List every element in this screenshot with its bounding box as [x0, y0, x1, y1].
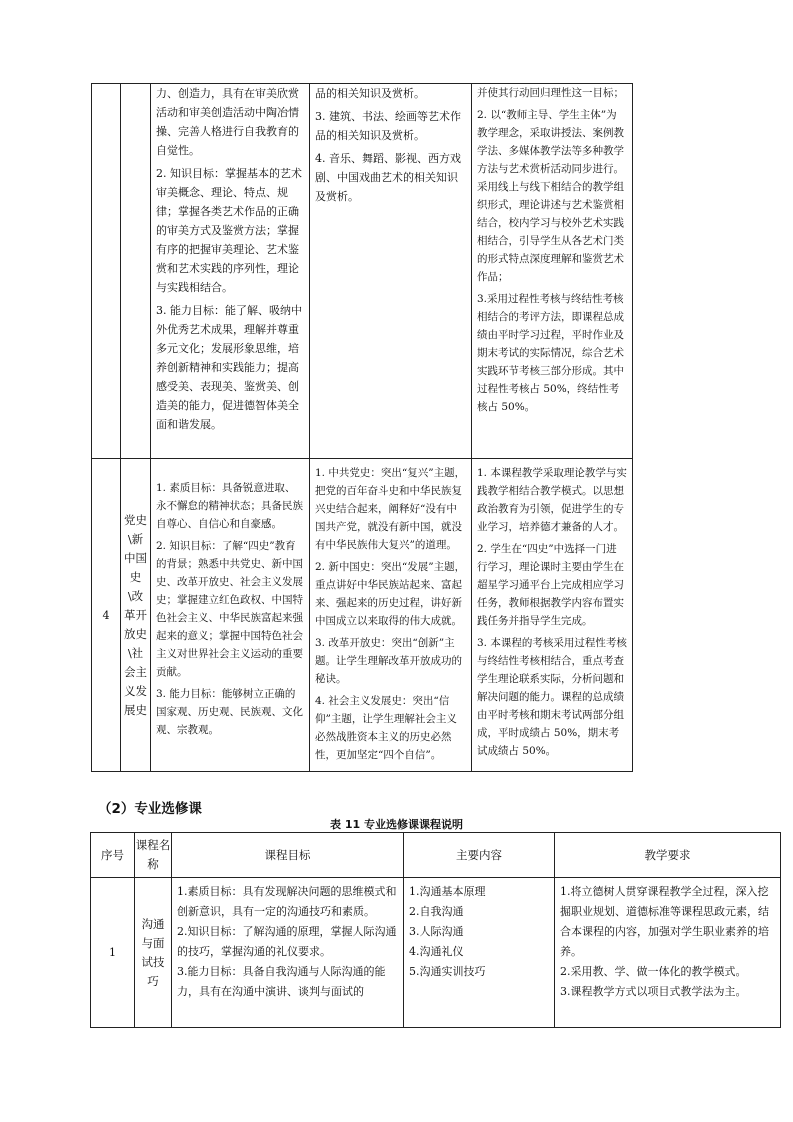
course-name — [121, 84, 151, 459]
content-item: 3.人际沟通 — [409, 925, 464, 938]
requirement-text: 1. 本课程教学采取理论教学与实践教学相结合教学模式。以思想政治教育为引领，促进学生的专业学习，培养德才兼备的人才。 — [477, 467, 627, 533]
header-requirements: 教学要求 — [555, 833, 781, 878]
requirements-cell — [555, 878, 781, 1028]
header-course-name: 课程名称 — [135, 833, 172, 878]
goal-text: 1.素质目标：具有发现解决问题的思维模式和创新意识，具有一定的沟通技巧和素质。 2.知识目标：了解沟通的原理，掌握人际沟通的技巧，掌握沟通的礼仪要求。 3.能力目标：具备自我沟通与人际沟通的能力，具有在沟通中演讲、谈判与面试的 — [177, 885, 397, 998]
content-cell — [310, 459, 472, 772]
row-index: 1 — [91, 878, 135, 1028]
requirement-text: 3.采用过程性考核与终结性考核相结合的考评方法，即课程总成绩由平时学习过程，平时作业及期末考试的实际情况，综合艺术实践环节考核三部分形成。其中过程性考核占 50%，终结性考核占 50%。 — [477, 293, 624, 413]
requirements-cell — [472, 459, 633, 772]
goals-cell — [151, 459, 310, 772]
content-text: 品的相关知识及赏析。 — [315, 87, 425, 100]
goal-text: 1. 素质目标：具备锐意进取、永不懈怠的精神状态；具备民族自尊心、自信心和自豪感。 — [156, 482, 303, 530]
table-header-row — [91, 833, 781, 878]
content-text: 3. 改革开放史：突出“创新”主题。让学生理解改革开放成功的秘诀。 — [315, 637, 462, 685]
requirement-text: 3. 本课程的考核采用过程性考核与终结性考核相结合，重点考查学生理论联系实际，分析问题和解决问题的能力。课程的总成绩由平时考核和期末考试两部分组成，平时成绩占 50%，期末考试成绩占 50%。 — [477, 637, 627, 757]
course-name: 党史\新中国史\改革开放史\社会主义发展史 — [121, 459, 151, 772]
goal-text: 2. 知识目标：了解“四史”教育的背景；熟悉中共党史、新中国史、改革开放史、社会主义发展史；掌握建立红色政权、中国特色社会主义、中华民族富起来强起来的意义；掌握中国特色社会主义对世界社会主义运动的重要贡献。 — [156, 540, 303, 678]
requirement-text: 2. 学生在“四史”中选择一门进行学习，理论课时主要由学生在超星学习通平台上完成相应学习任务，教师根据教学内容布置实践任务并指导学生完成。 — [477, 543, 624, 627]
course-table-continued — [91, 83, 633, 772]
row-index — [92, 84, 121, 459]
course-name: 沟通与面试技巧 — [135, 878, 172, 1028]
requirement-text: 1.将立德树人贯穿课程教学全过程，深入挖掘职业规划、道德标准等课程思政元素，结合本课程的内容，加强对学生职业素养的培养。 — [560, 885, 769, 958]
requirement-text: 2. 以“教师主导、学生主体”为教学理念，采取讲授法、案例教学法、多媒体教学法等多种教学方法与艺术赏析活动同步进行。采用线上与线下相结合的教学组织形式，理论讲述与艺术鉴赏相结合，校内学习与校外艺术实践相结合，引导学生从各艺术门类的形式特点深度理解和鉴赏艺术作品； — [477, 109, 624, 283]
goal-text: 力、创造力，具有在审美欣赏活动和审美创造活动中陶冶情操、完善人格进行自我教育的自觉性。 — [156, 87, 299, 157]
row-index: 4 — [92, 459, 121, 772]
content-text: 2. 新中国史：突出“发展”主题，重点讲好中华民族站起来、富起来、强起来的历史过程，讲好新中国成立以来取得的伟大成就。 — [315, 561, 466, 627]
table-caption: 表 11 专业选修课课程说明 — [330, 818, 463, 831]
elective-course-table — [90, 832, 781, 1028]
requirement-text: 并使其行动回归理性这一目标； — [477, 87, 624, 99]
table-row — [91, 878, 781, 1028]
requirement-text: 2.采用教、学、做一体化的教学模式。 — [560, 965, 747, 978]
content-item: 2.自我沟通 — [409, 905, 464, 918]
content-cell — [310, 84, 472, 459]
table-row — [92, 459, 633, 772]
goal-text: 2. 知识目标：掌握基本的艺术审美概念、理论、特点、规律；掌握各类艺术作品的正确的审美方式及鉴赏方法；掌握有序的把握审美理论、艺术鉴赏和艺术实践的序列性，理论与实践相结合。 — [156, 167, 302, 294]
content-text: 4. 社会主义发展史：突出“信仰”主题，让学生理解社会主义必然战胜资本主义的历史必然性，更加坚定“四个自信”。 — [315, 695, 457, 761]
content-cell — [404, 878, 555, 1028]
content-item: 1.沟通基本原理 — [409, 885, 486, 898]
header-index: 序号 — [91, 833, 135, 878]
goal-text: 3. 能力目标：能够树立正确的国家观、历史观、民族观、文化观、宗教观。 — [156, 688, 303, 736]
goal-text: 3. 能力目标：能了解、吸纳中外优秀艺术成果，理解并尊重多元文化；发展形象思维，培养创新精神和实践能力；提高感受美、表现美、鉴赏美、创造美的能力，促进德智体美全面和谐发展。 — [156, 304, 302, 431]
content-item: 5.沟通实训技巧 — [409, 965, 486, 978]
header-goals: 课程目标 — [172, 833, 404, 878]
content-item: 4.沟通礼仪 — [409, 945, 464, 958]
section-title: （2）专业选修课 — [98, 801, 202, 817]
table-row — [92, 84, 633, 459]
content-text: 4. 音乐、舞蹈、影视、西方戏剧、中国戏曲艺术的相关知识及赏析。 — [315, 152, 461, 203]
goals-cell — [172, 878, 404, 1028]
content-text: 3. 建筑、书法、绘画等艺术作品的相关知识及赏析。 — [315, 110, 461, 142]
requirement-text: 3.课程教学方式以项目式教学法为主。 — [560, 985, 747, 998]
content-text: 1. 中共党史：突出“复兴”主题，把党的百年奋斗史和中华民族复兴史结合起来，阐释好“没有中国共产党，就没有新中国，就没有中华民族伟大复兴”的道理。 — [315, 467, 466, 551]
header-content: 主要内容 — [404, 833, 555, 878]
goals-cell — [151, 84, 310, 459]
requirements-cell — [472, 84, 633, 459]
